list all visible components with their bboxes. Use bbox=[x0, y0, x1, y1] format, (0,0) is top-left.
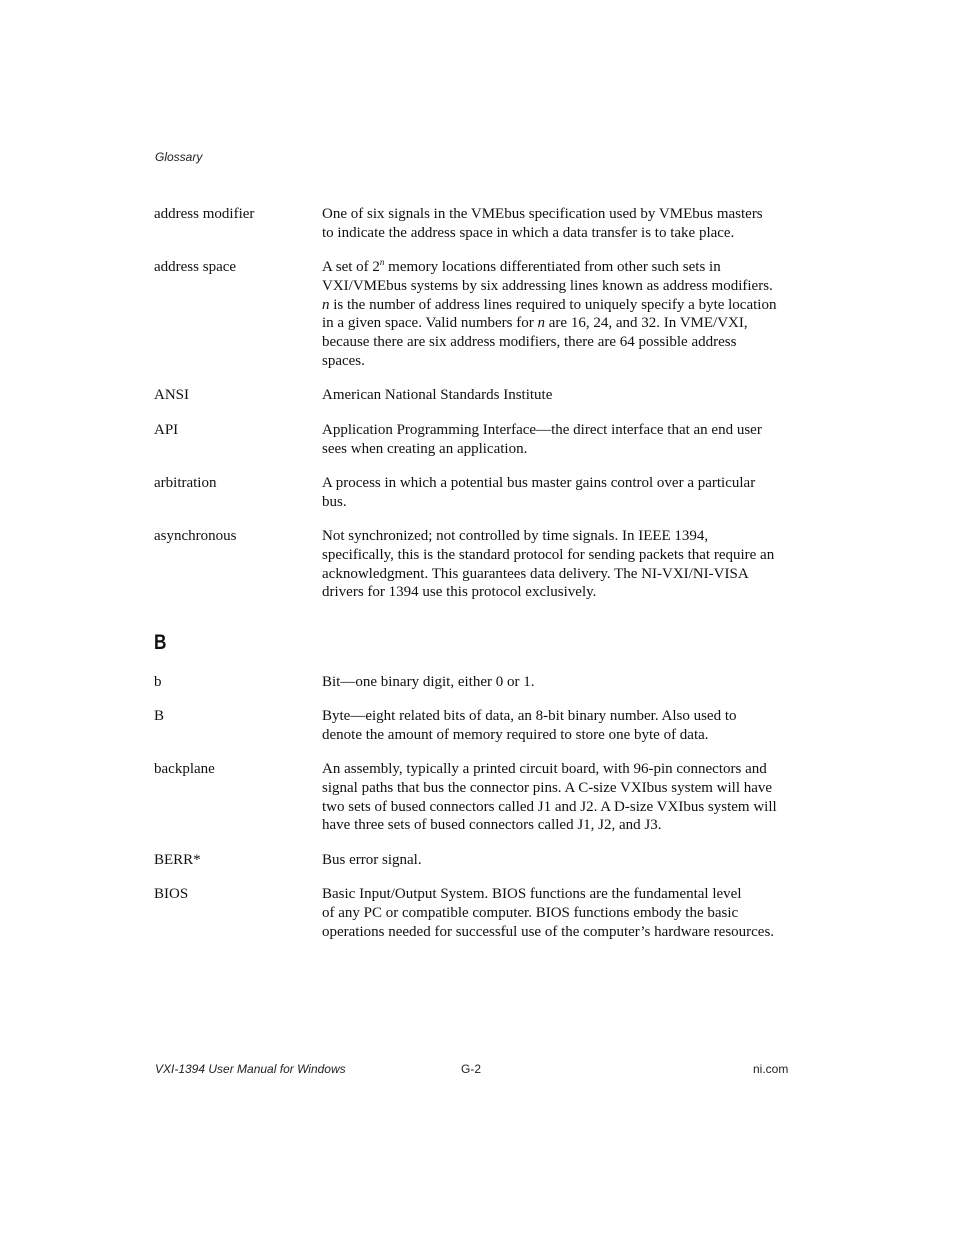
glossary-term: ANSI bbox=[154, 387, 190, 403]
glossary-term: address modifier bbox=[154, 206, 255, 222]
glossary-term: b bbox=[154, 674, 162, 690]
footer-manual-title: VXI-1394 User Manual for Windows bbox=[155, 1062, 346, 1076]
definition-line: of any PC or compatible computer. BIOS functions embody the basic bbox=[322, 904, 739, 921]
definition-line: signal paths that bus the connector pins. A C-size VXIbus system will have bbox=[322, 779, 773, 796]
footer-page-number: G-2 bbox=[461, 1062, 482, 1076]
definition-line: Basic Input/Output System. BIOS functions are the fundamental level bbox=[322, 886, 742, 902]
definition-line: drivers for 1394 use this protocol exclusively. bbox=[322, 584, 597, 601]
glossary-term: asynchronous bbox=[154, 528, 237, 544]
glossary-term: arbitration bbox=[154, 475, 217, 491]
glossary-term: API bbox=[154, 422, 179, 438]
definition-line: Bit—one binary digit, either 0 or 1. bbox=[322, 674, 535, 690]
glossary-definition bbox=[322, 851, 792, 870]
glossary-term: backplane bbox=[154, 761, 215, 777]
definition-line: sees when creating an application. bbox=[322, 440, 528, 457]
definition-line: specifically, this is the standard protocol for sending packets that require an bbox=[322, 546, 775, 563]
glossary-term: BERR* bbox=[154, 852, 201, 868]
definition-line: One of six signals in the VMEbus specification used by VMEbus masters bbox=[322, 206, 763, 222]
definition-line bbox=[322, 258, 792, 277]
definition-line: bus. bbox=[322, 493, 347, 510]
definition-line: An assembly, typically a printed circuit board, with 96-pin connectors and bbox=[322, 761, 767, 777]
glossary-definition bbox=[322, 474, 792, 512]
glossary-definition bbox=[322, 885, 792, 941]
definition-line: acknowledgment. This guarantees data delivery. The NI-VXI/NI-VISA bbox=[322, 565, 749, 582]
definition-line: Bus error signal. bbox=[322, 852, 422, 868]
glossary-definition bbox=[322, 421, 792, 459]
definition-line bbox=[322, 296, 792, 315]
definition-line: to indicate the address space in which a data transfer is to take place. bbox=[322, 224, 735, 241]
exponent-n: n bbox=[379, 257, 385, 267]
definition-text: memory locations differentiated from other such sets in bbox=[384, 259, 721, 275]
definition-line: A process in which a potential bus master gains control over a particular bbox=[322, 475, 756, 491]
definition-line: American National Standards Institute bbox=[322, 387, 553, 403]
definition-line: have three sets of bused connectors called J1, J2, and J3. bbox=[322, 817, 662, 834]
glossary-term: BIOS bbox=[154, 886, 189, 902]
definition-text: in a given space. Valid numbers for bbox=[322, 315, 538, 332]
definition-line: Not synchronized; not controlled by time signals. In IEEE 1394, bbox=[322, 528, 709, 544]
definition-line: because there are six address modifiers, there are 64 possible address bbox=[322, 334, 737, 351]
definition-line: Application Programming Interface—the direct interface that an end user bbox=[322, 422, 762, 438]
definition-line: Byte—eight related bits of data, an 8-bit binary number. Also used to bbox=[322, 708, 737, 724]
glossary-term: B bbox=[154, 708, 165, 724]
glossary-definition bbox=[322, 760, 792, 835]
definition-line: spaces. bbox=[322, 352, 365, 369]
variable-n: n bbox=[322, 296, 330, 313]
glossary-definition bbox=[322, 673, 792, 692]
variable-n: n bbox=[537, 315, 546, 332]
glossary-definition bbox=[322, 386, 792, 405]
definition-line bbox=[322, 314, 792, 333]
definition-line: denote the amount of memory required to store one byte of data. bbox=[322, 726, 709, 743]
glossary-definition bbox=[322, 205, 792, 243]
definition-text: is the number of address lines required to uniquely specify a byte location bbox=[329, 296, 777, 313]
definition-line: VXI/VMEbus systems by six addressing lines known as address modifiers. bbox=[322, 277, 773, 294]
glossary-term: address space bbox=[154, 259, 237, 275]
section-heading: B bbox=[154, 631, 167, 654]
definition-text: are 16, 24, and 32. In VME/VXI, bbox=[545, 315, 748, 332]
glossary-definition bbox=[322, 527, 792, 602]
definition-line: operations needed for successful use of the computer’s hardware resources. bbox=[322, 923, 775, 940]
glossary-definition bbox=[322, 258, 792, 371]
definition-text: A set of 2 bbox=[322, 259, 380, 275]
glossary-definition bbox=[322, 707, 792, 745]
footer-website: ni.com bbox=[753, 1062, 789, 1076]
definition-line: two sets of bused connectors called J1 and J2. A D-size VXIbus system will bbox=[322, 798, 777, 815]
running-header: Glossary bbox=[155, 150, 203, 164]
